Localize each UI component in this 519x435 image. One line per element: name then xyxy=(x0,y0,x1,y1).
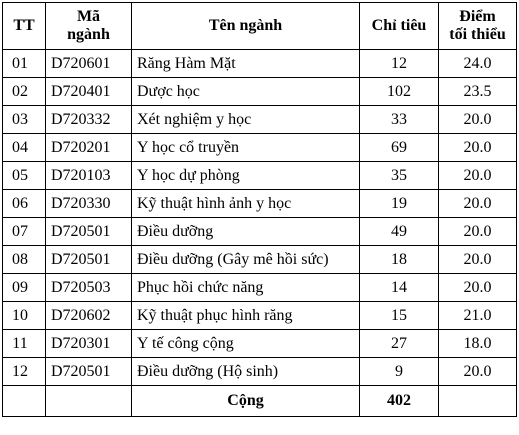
cell-code: D720501 xyxy=(46,246,132,274)
header-quota: Chỉ tiêu xyxy=(360,3,439,50)
cell-name: Phục hồi chức năng xyxy=(132,274,360,302)
cell-tt: 08 xyxy=(3,246,46,274)
table-row xyxy=(3,302,517,330)
header-score-line2: tối thiểu xyxy=(449,26,506,43)
cell-quota: 69 xyxy=(360,134,439,162)
cell-name: Điều dưỡng (Hộ sinh) xyxy=(132,358,360,386)
cell-quota: 33 xyxy=(360,106,439,134)
cell-quota: 102 xyxy=(360,78,439,106)
header-row xyxy=(3,3,517,50)
table-row xyxy=(3,50,517,78)
cell-code: D720332 xyxy=(46,106,132,134)
cell-code: D720501 xyxy=(46,358,132,386)
cell-name: Răng Hàm Mặt xyxy=(132,50,360,78)
table-row xyxy=(3,134,517,162)
cell-quota: 49 xyxy=(360,218,439,246)
total-empty-score xyxy=(439,386,517,417)
cell-name: Kỹ thuật hình ảnh y học xyxy=(132,190,360,218)
cell-score: 20.0 xyxy=(439,246,517,274)
table-row xyxy=(3,106,517,134)
header-score-line1: Điểm xyxy=(459,8,496,25)
cell-code: D720602 xyxy=(46,302,132,330)
cell-code: D720330 xyxy=(46,190,132,218)
cell-score: 20.0 xyxy=(439,134,517,162)
cell-quota: 12 xyxy=(360,50,439,78)
cell-tt: 09 xyxy=(3,274,46,302)
cell-code: D720103 xyxy=(46,162,132,190)
total-empty-tt xyxy=(3,386,46,417)
cell-code: D720601 xyxy=(46,50,132,78)
cell-name: Kỹ thuật phục hình răng xyxy=(132,302,360,330)
total-label: Cộng xyxy=(132,386,360,417)
admission-quota-table xyxy=(2,2,517,417)
total-empty-code xyxy=(46,386,132,417)
cell-code: D720503 xyxy=(46,274,132,302)
cell-score: 23.5 xyxy=(439,78,517,106)
cell-tt: 01 xyxy=(3,50,46,78)
header-score xyxy=(439,3,517,50)
cell-quota: 27 xyxy=(360,330,439,358)
cell-tt: 12 xyxy=(3,358,46,386)
cell-code: D720201 xyxy=(46,134,132,162)
cell-tt: 03 xyxy=(3,106,46,134)
table-row xyxy=(3,162,517,190)
cell-code: D720501 xyxy=(46,218,132,246)
cell-score: 21.0 xyxy=(439,302,517,330)
table-row xyxy=(3,246,517,274)
header-code-line1: Mã xyxy=(76,8,101,25)
admission-table-container xyxy=(2,2,517,417)
header-name: Tên ngành xyxy=(132,3,360,50)
header-code xyxy=(46,3,132,50)
table-body xyxy=(3,50,517,417)
cell-tt: 10 xyxy=(3,302,46,330)
cell-tt: 11 xyxy=(3,330,46,358)
cell-tt: 07 xyxy=(3,218,46,246)
table-row xyxy=(3,330,517,358)
cell-score: 24.0 xyxy=(439,50,517,78)
cell-name: Xét nghiệm y học xyxy=(132,106,360,134)
cell-name: Y học dự phòng xyxy=(132,162,360,190)
cell-name: Y tế công cộng xyxy=(132,330,360,358)
total-row xyxy=(3,386,517,417)
table-row xyxy=(3,190,517,218)
cell-score: 20.0 xyxy=(439,190,517,218)
cell-score: 20.0 xyxy=(439,358,517,386)
cell-tt: 05 xyxy=(3,162,46,190)
cell-score: 18.0 xyxy=(439,330,517,358)
header-code-line2: ngành xyxy=(67,26,110,43)
cell-quota: 35 xyxy=(360,162,439,190)
cell-quota: 19 xyxy=(360,190,439,218)
cell-tt: 02 xyxy=(3,78,46,106)
cell-name: Dược học xyxy=(132,78,360,106)
table-row xyxy=(3,218,517,246)
cell-tt: 04 xyxy=(3,134,46,162)
cell-quota: 9 xyxy=(360,358,439,386)
cell-code: D720301 xyxy=(46,330,132,358)
cell-score: 20.0 xyxy=(439,106,517,134)
cell-code: D720401 xyxy=(46,78,132,106)
table-row xyxy=(3,274,517,302)
cell-quota: 18 xyxy=(360,246,439,274)
cell-quota: 14 xyxy=(360,274,439,302)
table-row xyxy=(3,358,517,386)
cell-score: 20.0 xyxy=(439,218,517,246)
cell-name: Điều dưỡng (Gây mê hồi sức) xyxy=(132,246,360,274)
header-tt: TT xyxy=(3,3,46,50)
cell-tt: 06 xyxy=(3,190,46,218)
cell-score: 20.0 xyxy=(439,274,517,302)
cell-name: Điều dưỡng xyxy=(132,218,360,246)
table-row xyxy=(3,78,517,106)
cell-name: Y học cổ truyền xyxy=(132,134,360,162)
cell-quota: 15 xyxy=(360,302,439,330)
cell-score: 20.0 xyxy=(439,162,517,190)
total-quota: 402 xyxy=(360,386,439,417)
